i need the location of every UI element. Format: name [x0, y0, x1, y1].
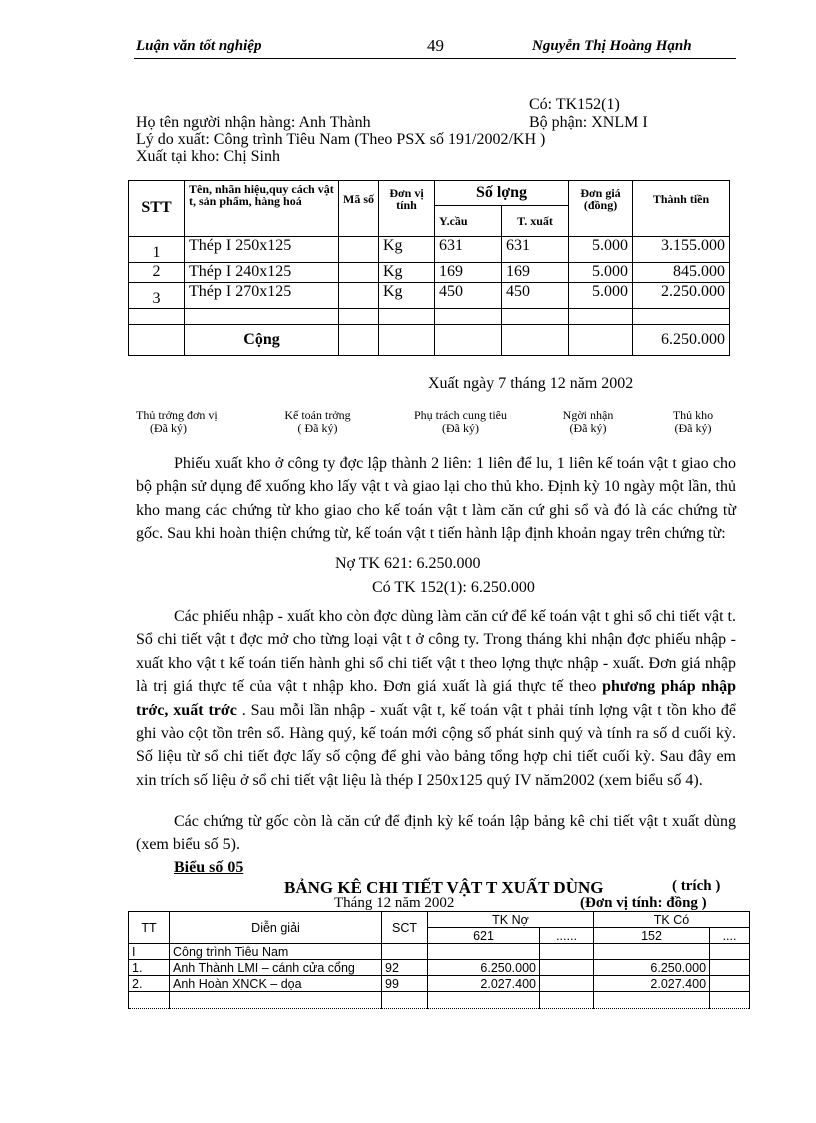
material-issue-statement-table	[128, 911, 750, 1009]
row-amount: 3.155.000	[633, 236, 730, 262]
col-qty-requested: Y.cầu	[435, 206, 502, 236]
issue-warehouse: Xuất tại kho: Chị Sinh	[136, 148, 280, 165]
issue-voucher-table	[128, 180, 730, 356]
row-desc: Anh Thành LMI – cánh cửa cổng	[170, 960, 382, 976]
header-rule	[134, 58, 736, 59]
signature-block	[270, 409, 365, 435]
col-sct: SCT	[382, 912, 428, 944]
row-desc: Công trình Tiêu Nam	[170, 944, 382, 960]
debit-entry: Nợ TK 621: 6.250.000	[335, 555, 481, 572]
table-row	[129, 262, 730, 282]
row-co: 6.250.000	[594, 960, 710, 976]
row-req: 169	[435, 262, 502, 282]
col-desc: Diễn giải	[170, 912, 382, 944]
issue-reason: Lý do xuất: Công trình Tiêu Nam (Theo PSX số 191/2002/KH )	[136, 131, 546, 148]
col-name: Tên, nhãn hiệu,quy cách vật t, sản phẩm, hàng hoá	[185, 181, 339, 237]
paragraph-statement-intro	[136, 810, 736, 857]
page-number: 49	[427, 36, 444, 55]
exhibit-label: Biểu số 05	[174, 859, 244, 876]
signature-note: (Đã ký)	[150, 421, 187, 435]
statement-title: BẢNG KÊ CHI TIẾT VẬT T XUẤT DÙNG	[284, 878, 604, 897]
table-row	[129, 236, 730, 262]
signature-block	[398, 409, 523, 435]
row-sct	[382, 944, 428, 960]
statement-title-note: ( trích )	[672, 878, 721, 894]
signature-role: Thủ trởng đơn vị	[136, 408, 218, 422]
col-quantity: Số lợng	[435, 181, 569, 206]
row-price: 5.000	[569, 282, 633, 308]
signature-note: (Đã ký)	[569, 421, 607, 435]
statement-month: Tháng 12 năm 2002	[334, 895, 455, 911]
paragraph-text: . Sau mỗi lần nhập - xuất vật t, kế toán vật t phải tính lợng vật t tồn kho để ghi vào cột tồn trên sổ. Hàng quý, kế toán mới cộng số phát sinh quý và tính ra số d cuối kỳ. Số liệu từ sổ chi tiết đợc lấy số cộng để ghi vào bảng tổng hợp chi tiết cuối kỳ. Sau đây em xin trích số liệu ở sổ chi tiết vật liệu là thép I 250x125 quý IV năm2002 (xem biểu số 4).	[136, 701, 736, 789]
row-out: 631	[502, 236, 569, 262]
row-desc: Anh Hoàn XNCK – dọa	[170, 976, 382, 992]
signature-note: (Đã ký)	[674, 421, 712, 435]
col-co-other: ....	[710, 928, 750, 944]
row-sct: 92	[382, 960, 428, 976]
row-req: 631	[435, 236, 502, 262]
table-row	[129, 944, 750, 960]
table-row	[129, 282, 730, 308]
row-req: 450	[435, 282, 502, 308]
paragraph-bold-text: phương pháp nhập trớc, xuất trớc	[136, 678, 737, 719]
paragraph-text: Các chứng từ gốc còn là căn cứ để định kỳ kế toán lập bảng kê chi tiết vật t xuất dùng (xem biểu số 5).	[136, 813, 736, 854]
col-co-152: 152	[594, 928, 710, 944]
row-unit: Kg	[379, 262, 435, 282]
col-amount: Thành tiền	[633, 181, 730, 237]
paragraph-text: Phiếu xuất kho ở công ty đợc lập thành 2 liên: 1 liên để lu, 1 liên kế toán vật t giao cho bộ phận sử dụng để xuống kho lấy vật t và giao lại cho thủ kho. Định kỳ 10 ngày một lần, thủ kho mang các chứng từ kho giao cho kế toán vật t làm căn cứ ghi sổ và đó là các chứng từ gốc. Sau khi hoàn thiện chứng từ, kế toán vật t tiến hành lập định khoản ngay trên chứng từ:	[136, 455, 736, 543]
row-name: Thép I 240x125	[185, 262, 339, 282]
row-tt: I	[129, 944, 170, 960]
row-stt: 3	[129, 282, 185, 308]
row-code	[339, 282, 379, 308]
row-price: 5.000	[569, 236, 633, 262]
row-no	[428, 944, 540, 960]
receiver-name: Họ tên người nhận hàng: Anh Thành	[136, 114, 371, 131]
row-tt: 2.	[129, 976, 170, 992]
row-co: 2.027.400	[594, 976, 710, 992]
signature-note: ( Đã ký)	[297, 421, 338, 435]
table-row	[129, 960, 750, 976]
signature-role: Phụ trách cung tiêu	[414, 408, 507, 422]
col-tk-no: TK Nợ	[428, 912, 594, 928]
row-amount: 2.250.000	[633, 282, 730, 308]
row-co	[594, 944, 710, 960]
paragraph-detail-ledger	[136, 605, 736, 792]
paragraph-text: Các phiếu nhập - xuất kho còn đợc dùng làm căn cứ để kế toán vật t ghi sổ chi tiết vật t. Sổ chi tiết vật t đợc mở cho từng loại vật t ở công ty. Trong tháng khi nhận đợc phiếu nhập - xuất kho vật t kế toán tiến hành ghi sổ chi tiết vật t theo lợng thực nhập - xuất. Đơn giá nhập là trị giá thực tế của vật t nhập kho. Đơn giá xuất là giá thực tế theo	[136, 608, 736, 696]
row-name: Thép I 250x125	[185, 236, 339, 262]
row-price: 5.000	[569, 262, 633, 282]
row-name: Thép I 270x125	[185, 282, 339, 308]
signature-block	[548, 409, 628, 435]
row-stt: 2	[129, 262, 185, 282]
col-price: Đơn giá (đồng)	[569, 181, 633, 237]
signature-role: Ngời nhận	[562, 408, 614, 422]
total-amount: 6.250.000	[633, 324, 730, 356]
row-stt: 1	[129, 236, 185, 262]
row-unit: Kg	[379, 282, 435, 308]
header-left-title: Luận văn tốt nghiệp	[136, 38, 262, 54]
table-row	[129, 976, 750, 992]
col-no-other: ......	[540, 928, 594, 944]
row-tt: 1.	[129, 960, 170, 976]
col-tk-co: TK Có	[594, 912, 750, 928]
row-out: 450	[502, 282, 569, 308]
row-out: 169	[502, 262, 569, 282]
col-no-621: 621	[428, 928, 540, 944]
row-unit: Kg	[379, 236, 435, 262]
row-code	[339, 262, 379, 282]
credit-account: Có: TK152(1)	[529, 96, 620, 113]
statement-unit: (Đơn vị tính: đồng )	[580, 895, 707, 911]
col-code: Mã số	[339, 181, 379, 237]
row-no: 6.250.000	[428, 960, 540, 976]
department: Bộ phận: XNLM I	[529, 114, 648, 131]
signature-block	[136, 409, 246, 435]
row-no: 2.027.400	[428, 976, 540, 992]
signature-note: (Đã ký)	[442, 421, 479, 435]
signature-role: Kế toán trởng	[284, 408, 351, 422]
issue-date: Xuất ngày 7 tháng 12 năm 2002	[428, 375, 634, 392]
row-amount: 845.000	[633, 262, 730, 282]
col-stt: STT	[129, 181, 185, 237]
total-label: Cộng	[185, 324, 339, 356]
header-author: Nguyễn Thị Hoàng Hạnh	[532, 38, 692, 54]
signature-block	[660, 409, 726, 435]
paragraph-voucher-process	[136, 452, 736, 546]
col-unit: Đơn vị tính	[379, 181, 435, 237]
row-code	[339, 236, 379, 262]
col-tt: TT	[129, 912, 170, 944]
total-row	[129, 324, 730, 356]
row-sct: 99	[382, 976, 428, 992]
credit-entry: Có TK 152(1): 6.250.000	[372, 579, 535, 596]
col-qty-issued: T. xuất	[502, 206, 569, 236]
signature-role: Thủ kho	[672, 408, 714, 422]
